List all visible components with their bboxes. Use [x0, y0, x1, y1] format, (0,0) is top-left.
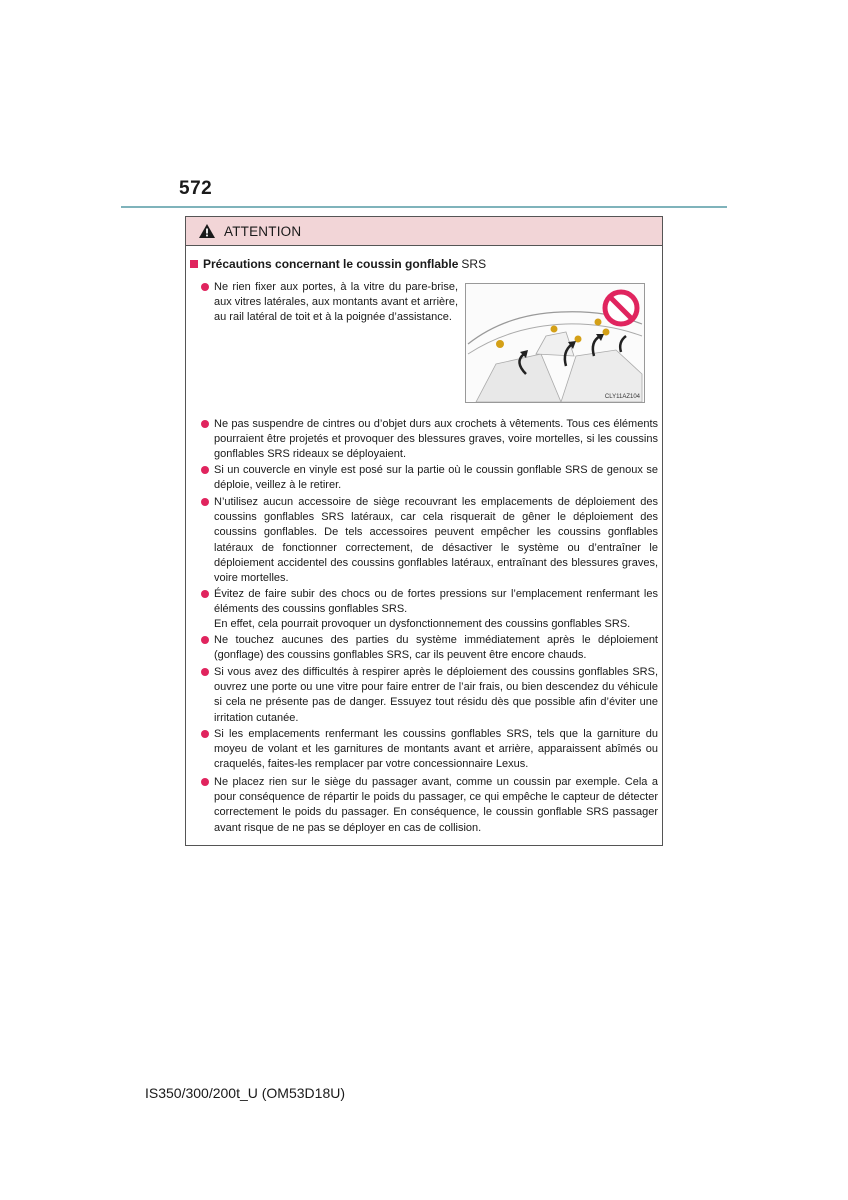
bullet-item: [201, 727, 658, 773]
prohibition-icon: [605, 292, 637, 324]
bullet-item: [201, 280, 458, 326]
bullet-item: [201, 665, 658, 726]
header-rule: [121, 206, 727, 208]
bullet-text: Si un couvercle en vinyle est posé sur la partie où le coussin gonflable SRS de genoux se déploie, veillez à le retirer.: [214, 464, 658, 492]
section-title: [190, 257, 486, 271]
airbag-warning-figure: [465, 283, 645, 403]
bullet-item: [201, 463, 658, 493]
bullet-dot-icon: [201, 778, 209, 786]
attention-title: ATTENTION: [224, 223, 302, 239]
bullet-item: [201, 417, 658, 463]
section-title-rest: SRS: [461, 257, 487, 271]
bullet-text: Ne touchez aucunes des parties du système immédiatement après le déploiement (gonflage) des coussins gonflables SRS, car ils peuvent être encore chauds.: [214, 634, 658, 662]
bullet-dot-icon: [201, 668, 209, 676]
bullet-dot-icon: [201, 636, 209, 644]
bullet-item: [201, 633, 658, 663]
bullet-dot-icon: [201, 730, 209, 738]
footer-model-code: IS350/300/200t_U (OM53D18U): [145, 1085, 345, 1101]
bullet-dot-icon: [201, 466, 209, 474]
page-number: 572: [179, 178, 213, 199]
bullet-text: Évitez de faire subir des chocs ou de fortes pressions sur l’emplacement renfermant les éléments des coussins gonflables SRS.: [214, 588, 658, 616]
attention-header: [186, 217, 662, 246]
bullet-text: Si les emplacements renfermant les coussins gonflables SRS, tels que la garniture du moyeu de volant et les garnitures de montants avant et arrière, apparaissent abîmés ou craquelés, faites-les remplacer par votre concessionnaire Lexus.: [214, 728, 658, 771]
attention-box: [185, 216, 663, 846]
bullet-text: N’utilisez aucun accessoire de siège recouvrant les emplacements de déploiement des coussins gonflables SRS latéraux, car cela risquerait de gêner le déploiement des coussins gonflables. De tels accessoires peuvent empêcher les coussins gonflables latéraux de fonctionner correctement, de désactiver le système ou d’entraîner le déploiement accidentel des coussins gonflables latéraux, entraînant des blessures graves, voire mortelles.: [214, 496, 658, 585]
bullet-dot-icon: [201, 420, 209, 428]
bullet-item: [201, 587, 658, 633]
section-title-bold: Précautions concernant le coussin gonflable: [203, 257, 459, 271]
bullet-text: Ne placez rien sur le siège du passager avant, comme un coussin par exemple. Cela a pour conséquence de répartir le poids du passager, ce qui empêche le capteur de détecter correctement le poids du passager. En conséquence, le coussin gonflable SRS passager avant risque de ne pas se déployer en cas de collision.: [214, 776, 658, 834]
figure-code: CLY11AZ104: [604, 394, 640, 400]
car-interior-illustration: [466, 284, 644, 402]
section-marker-icon: [190, 260, 198, 268]
warning-icon: [198, 223, 216, 239]
bullet-text-continuation: En effet, cela pourrait provoquer un dysfonctionnement des coussins gonflables SRS.: [214, 618, 631, 631]
bullet-dot-icon: [201, 283, 209, 291]
bullet-item: [201, 495, 658, 586]
bullet-text: Ne pas suspendre de cintres ou d’objet durs aux crochets à vêtements. Tous ces éléments pourraient être projetés et provoquer des blessures graves, voire mortelles, si les coussins gonflables SRS rideaux se déployaient.: [214, 418, 658, 461]
bullet-dot-icon: [201, 590, 209, 598]
bullet-dot-icon: [201, 498, 209, 506]
bullet-text: Si vous avez des difficultés à respirer après le déploiement des coussins gonflables SRS, ouvrez une porte ou une vitre pour faire entrer de l’air frais, ou bien descendez du véhicule si cela ne présente pas de danger. Essuyez tout résidu dès que possible afin d’éviter une irritation cutanée.: [214, 666, 658, 724]
bullet-text: Ne rien fixer aux portes, à la vitre du pare-brise, aux vitres latérales, aux montants avant et arrière, au rail latéral de toit et à la poignée d’assistance.: [214, 281, 458, 324]
bullet-item: [201, 775, 658, 836]
